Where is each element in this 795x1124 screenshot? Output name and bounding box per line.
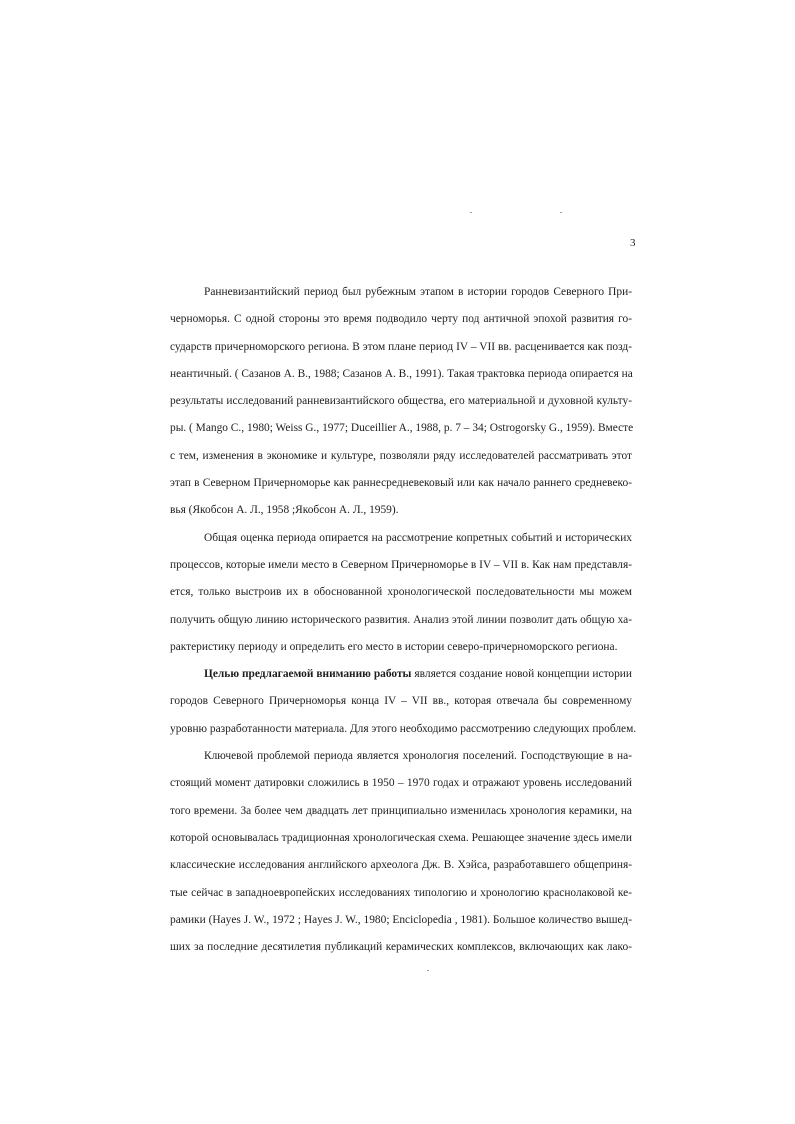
paragraph-3 bbox=[170, 661, 637, 743]
page-number: 3 bbox=[630, 237, 636, 249]
text-line: рамики (Hayes J. W., 1972 ; Hayes J. W., 1980; Enciclopedia , 1981). Большое количество вышед- bbox=[170, 913, 632, 926]
text-line: получить общую линию исторического развития. Анализ этой линии позволит дать общую ха- bbox=[170, 613, 632, 626]
text-line: результаты исследований ранневизантийского общества, его материальной и духовной культу- bbox=[170, 395, 632, 408]
text-line: рактеристику периоду и определить его место в истории северо-причерноморского региона. bbox=[170, 640, 618, 653]
paragraph-4 bbox=[170, 743, 632, 961]
lead-rest: является создание новой концепции истории bbox=[411, 668, 632, 681]
text-line: стоящий момент датировки сложились в 1950 – 1970 годах и отражают уровень исследований bbox=[170, 777, 632, 790]
text-line: Общая оценка периода опирается на рассмотрение копретных событий и исторических bbox=[204, 531, 632, 544]
body-text bbox=[170, 279, 637, 961]
text-line: тые сейчас в западноевропейских исследованиях типологию и хронологию краснолаковой ке- bbox=[170, 886, 632, 899]
bold-lead: Целью предлагаемой вниманию работы bbox=[204, 668, 412, 681]
text-line: городов Северного Причерноморья конца IV – VII вв., которая отвечала бы современному bbox=[170, 695, 632, 708]
text-line: с тем, изменения в экономике и культуре, позволяли ряду исследователей рассматривать этот bbox=[170, 449, 632, 462]
text-line: которой основывалась традиционная хронологическая схема. Решающее значение здесь имели bbox=[170, 831, 632, 844]
scan-speck bbox=[470, 212, 472, 213]
text-line: Ранневизантийский период был рубежным этапом в истории городов Северного При- bbox=[204, 286, 632, 298]
text-line: ших за последние десятилетия публикаций керамических комплексов, включающих как лако- bbox=[170, 941, 632, 954]
text-line: уровню разработанности материала. Для этого необходимо рассмотрению следующих проблем. bbox=[170, 722, 637, 735]
scan-speck bbox=[427, 970, 429, 971]
paragraph-2 bbox=[170, 525, 632, 661]
text-line: вья (Якобсон А. Л., 1958 ;Якобсон А. Л., 1959). bbox=[170, 504, 399, 517]
text-line: черноморья. С одной стороны это время подводило черту под античной эпохой развития го- bbox=[170, 313, 632, 326]
text-line: этап в Северном Причерноморье как раннесредневековый или как начало раннего средневеко- bbox=[170, 477, 632, 490]
scan-speck bbox=[560, 212, 562, 213]
text-line: ры. ( Mango C., 1980; Weiss G., 1977; Duceillier A., 1988, p. 7 – 34; Ostrogorsky G., 1959). Вместе bbox=[170, 422, 634, 435]
text-line: ется, только выстроив их в обоснованной хронологической последовательности мы можем bbox=[170, 586, 632, 599]
text-line: сударств причерноморского региона. В этом плане период IV – VII вв. расценивается как позд- bbox=[170, 340, 632, 353]
text-line: того времени. За более чем двадцать лет принципиально изменилась хронология керамики, на bbox=[170, 804, 632, 817]
text-line: классические исследования английского археолога Дж. В. Хэйса, разработавшего общеприня- bbox=[170, 859, 632, 872]
paragraph-1 bbox=[170, 279, 632, 525]
text-line: процессов, которые имели место в Северном Причерноморье в IV – VII в. Как нам представля- bbox=[170, 558, 632, 571]
text-line: Ключевой проблемой периода является хронология поселений. Господствующие в на- bbox=[204, 750, 632, 763]
text-line: неантичный. ( Сазанов А. В., 1988; Сазанов А. В., 1991). Такая трактовка периода опирается на bbox=[170, 367, 633, 380]
text-line bbox=[170, 661, 632, 688]
